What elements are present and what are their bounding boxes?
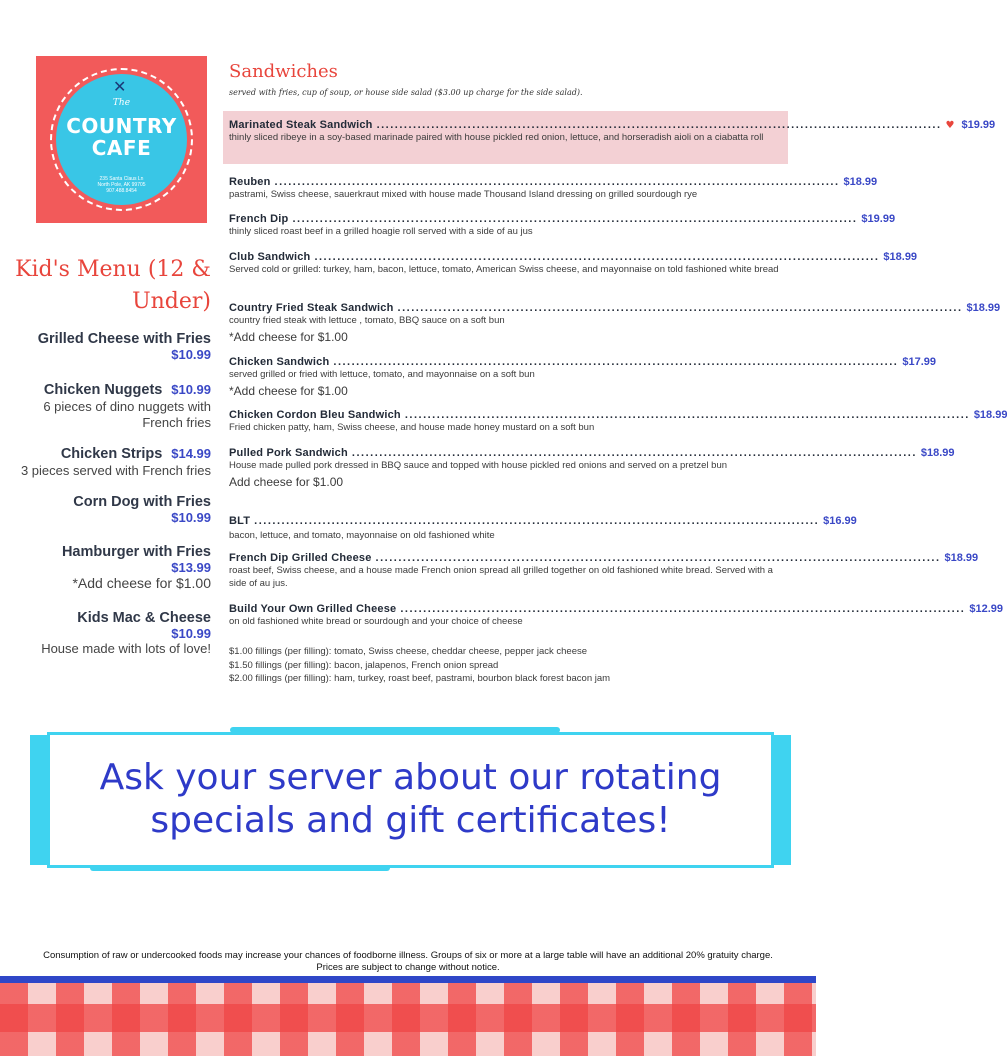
disclaimer-line: Consumption of raw or undercooked foods may increase your chances of foodborne illness. Groups of six or more at a large table will have an additional 20% gratuity charge. <box>43 950 773 961</box>
menu-item-price: $18.99 <box>944 552 979 564</box>
kids-item-price: $13.99 <box>171 560 211 575</box>
menu-item-name: BLT <box>229 515 251 527</box>
menu-item-desc: thinly sliced roast beef in a grilled hoagie roll served with a side of au jus <box>229 226 533 237</box>
banner-top-stroke <box>230 727 560 733</box>
menu-item <box>229 210 896 239</box>
menu-item-price: $18.99 <box>843 176 878 188</box>
kids-item-price: $10.99 <box>171 626 211 641</box>
kids-item <box>6 610 211 657</box>
banner-right-tab <box>774 735 791 865</box>
menu-item <box>229 406 1007 435</box>
dot-leader: ............................................................................................................................ <box>404 409 970 421</box>
kids-item-price: $10.99 <box>171 382 211 397</box>
kids-item-price: $10.99 <box>171 510 211 525</box>
kids-item-name: Chicken Strips <box>60 446 163 462</box>
logo-address <box>36 176 207 194</box>
menu-item-desc: thinly sliced ribeye in a soy-based marinade paired with house pickled red onion, lettuce, and horseradish aioli on a ciabatta roll <box>229 132 764 143</box>
menu-item-add-cheese: *Add cheese for $1.00 <box>229 383 348 398</box>
kids-item <box>6 331 211 362</box>
menu-item-price: $18.99 <box>920 447 955 459</box>
kids-item-desc: 6 pieces of dino nuggets with French fries <box>43 399 211 430</box>
menu-item <box>229 299 1001 344</box>
menu-item-desc: bacon, lettuce, and tomato, mayonnaise on old fashioned white <box>229 530 495 541</box>
heart-icon: ♥ <box>945 120 955 131</box>
kids-item-desc: House made with lots of love! <box>41 641 211 656</box>
dot-leader: ............................................................................................................................ <box>254 515 820 527</box>
menu-item-desc: served grilled or fried with lettuce, tomato, and mayonnaise on a soft bun <box>229 369 535 380</box>
sandwiches-note: served with fries, cup of soup, or house side salad ($3.00 up charge for the side salad). <box>229 88 583 97</box>
dot-leader: ............................................................................................................................ <box>375 552 941 564</box>
menu-item <box>229 512 857 543</box>
specials-banner <box>30 730 791 870</box>
kids-item-name: Kids Mac & Cheese <box>77 610 211 626</box>
fillings-line: $1.50 fillings (per filling): bacon, jalapenos, French onion spread <box>229 659 499 671</box>
menu-item-name: Build Your Own Grilled Cheese <box>229 603 397 615</box>
dot-leader: ............................................................................................................................ <box>333 356 899 368</box>
kids-item <box>0 445 211 479</box>
menu-item-price: $18.99 <box>973 409 1007 421</box>
menu-item <box>229 444 955 489</box>
sandwiches-title: Sandwiches <box>229 61 338 82</box>
kids-item-price: $10.99 <box>171 347 211 362</box>
menu-item-add-cheese: *Add cheese for $1.00 <box>229 329 348 344</box>
footer-blue-stripe <box>0 976 816 983</box>
country-cafe-logo <box>36 56 207 223</box>
kids-item-name: Corn Dog with Fries <box>73 494 211 510</box>
fillings-line: $1.00 fillings (per filling): tomato, Swiss cheese, cheddar cheese, pepper jack cheese <box>229 646 588 657</box>
menu-item <box>229 600 1003 629</box>
menu-item-name: Chicken Sandwich <box>229 356 330 368</box>
menu-item-price: $19.99 <box>961 119 996 131</box>
kids-item-price: $14.99 <box>171 446 211 461</box>
menu-item-desc: roast beef, Swiss cheese, and a house made French onion spread all grilled together on old fashioned white bread. Served with a side of au jus. <box>229 565 773 589</box>
kids-item-name: Hamburger with Fries <box>61 544 211 560</box>
menu-item <box>229 116 996 145</box>
menu-item-name: Chicken Cordon Bleu Sandwich <box>229 409 401 421</box>
dot-leader: ............................................................................................................................ <box>274 176 840 188</box>
menu-item-add-cheese: Add cheese for $1.00 <box>229 474 344 489</box>
menu-item-name: French Dip Grilled Cheese <box>229 552 372 564</box>
kids-item-name: Chicken Nuggets <box>43 382 163 398</box>
menu-item-desc: Served cold or grilled: turkey, ham, bacon, lettuce, tomato, American Swiss cheese, and mayonnaise on told fashioned white bread <box>229 264 779 275</box>
menu-item-desc: Fried chicken patty, ham, Swiss cheese, and house made honey mustard on a soft bun <box>229 422 595 433</box>
kids-menu-title: Kid's Menu (12 & Under) <box>15 257 211 314</box>
banner-text: Ask your server about our rotating specials and gift certificates! <box>99 757 722 841</box>
menu-item-desc: on old fashioned white bread or sourdough and your choice of cheese <box>229 616 523 627</box>
logo-address-line: 235 Santa Claus Ln <box>99 176 144 182</box>
logo-address-line: 907.488.8454 <box>106 188 137 194</box>
menu-item <box>229 173 878 202</box>
gingham-footer <box>0 976 816 1056</box>
dot-leader: ............................................................................................................................ <box>397 302 963 314</box>
kids-item <box>6 544 211 591</box>
logo-the: The <box>112 98 131 108</box>
menu-item-name: Reuben <box>229 176 271 188</box>
banner-left-tab <box>30 735 47 865</box>
fillings-line: $2.00 fillings (per filling): ham, turkey, roast beef, pastrami, bourbon black forest bacon jam <box>229 673 611 684</box>
menu-item-desc: pastrami, Swiss cheese, sauerkraut mixed with house made Thousand Island dressing on grilled sourdough rye <box>229 189 698 200</box>
menu-item-name: Pulled Pork Sandwich <box>229 447 348 459</box>
dot-leader: ............................................................................................................................ <box>376 119 942 131</box>
menu-item <box>229 353 937 398</box>
grilled-cheese-fillings <box>229 645 610 686</box>
dot-leader: ............................................................................................................................ <box>351 447 917 459</box>
menu-item <box>229 549 979 590</box>
menu-item-name: French Dip <box>229 213 289 225</box>
menu-item-name: Club Sandwich <box>229 251 311 263</box>
menu-item-price: $17.99 <box>902 356 937 368</box>
menu-item-price: $12.99 <box>969 603 1003 615</box>
menu-item-name: Country Fried Steak Sandwich <box>229 302 394 314</box>
kids-item-name: Grilled Cheese with Fries <box>37 331 211 347</box>
kids-item <box>6 494 211 525</box>
menu-item-price: $16.99 <box>823 515 857 527</box>
dot-leader: ............................................................................................................................ <box>292 213 858 225</box>
kids-item-desc: 3 pieces served with French fries <box>20 463 211 478</box>
menu-item-name: Marinated Steak Sandwich <box>229 119 373 131</box>
logo-word-country: COUNTRY <box>66 114 177 138</box>
logo-address-line: North Pole, AK 99705 <box>97 182 146 188</box>
menu-item-price: $19.99 <box>861 213 896 225</box>
menu-item-price: $18.99 <box>883 251 918 263</box>
menu-item-price: $18.99 <box>966 302 1001 314</box>
banner-bottom-stroke <box>90 865 390 871</box>
menu-item-desc: country fried steak with lettuce , tomato, BBQ sauce on a soft bun <box>229 315 505 326</box>
dot-leader: ............................................................................................................................ <box>314 251 880 263</box>
logo-word-cafe: CAFE <box>91 136 152 160</box>
menu-item <box>229 248 918 277</box>
kids-item <box>6 381 211 431</box>
menu-item-desc: House made pulled pork dressed in BBQ sauce and topped with house pickled red onions and served on a pretzel bun <box>229 460 728 471</box>
disclaimer <box>0 950 816 974</box>
dot-leader: ............................................................................................................................ <box>400 603 966 615</box>
kids-item-add-cheese: *Add cheese for $1.00 <box>72 575 211 591</box>
disclaimer-line: Prices are subject to change without notice. <box>316 962 500 973</box>
fork-knife-icon: ✕ <box>113 77 127 96</box>
